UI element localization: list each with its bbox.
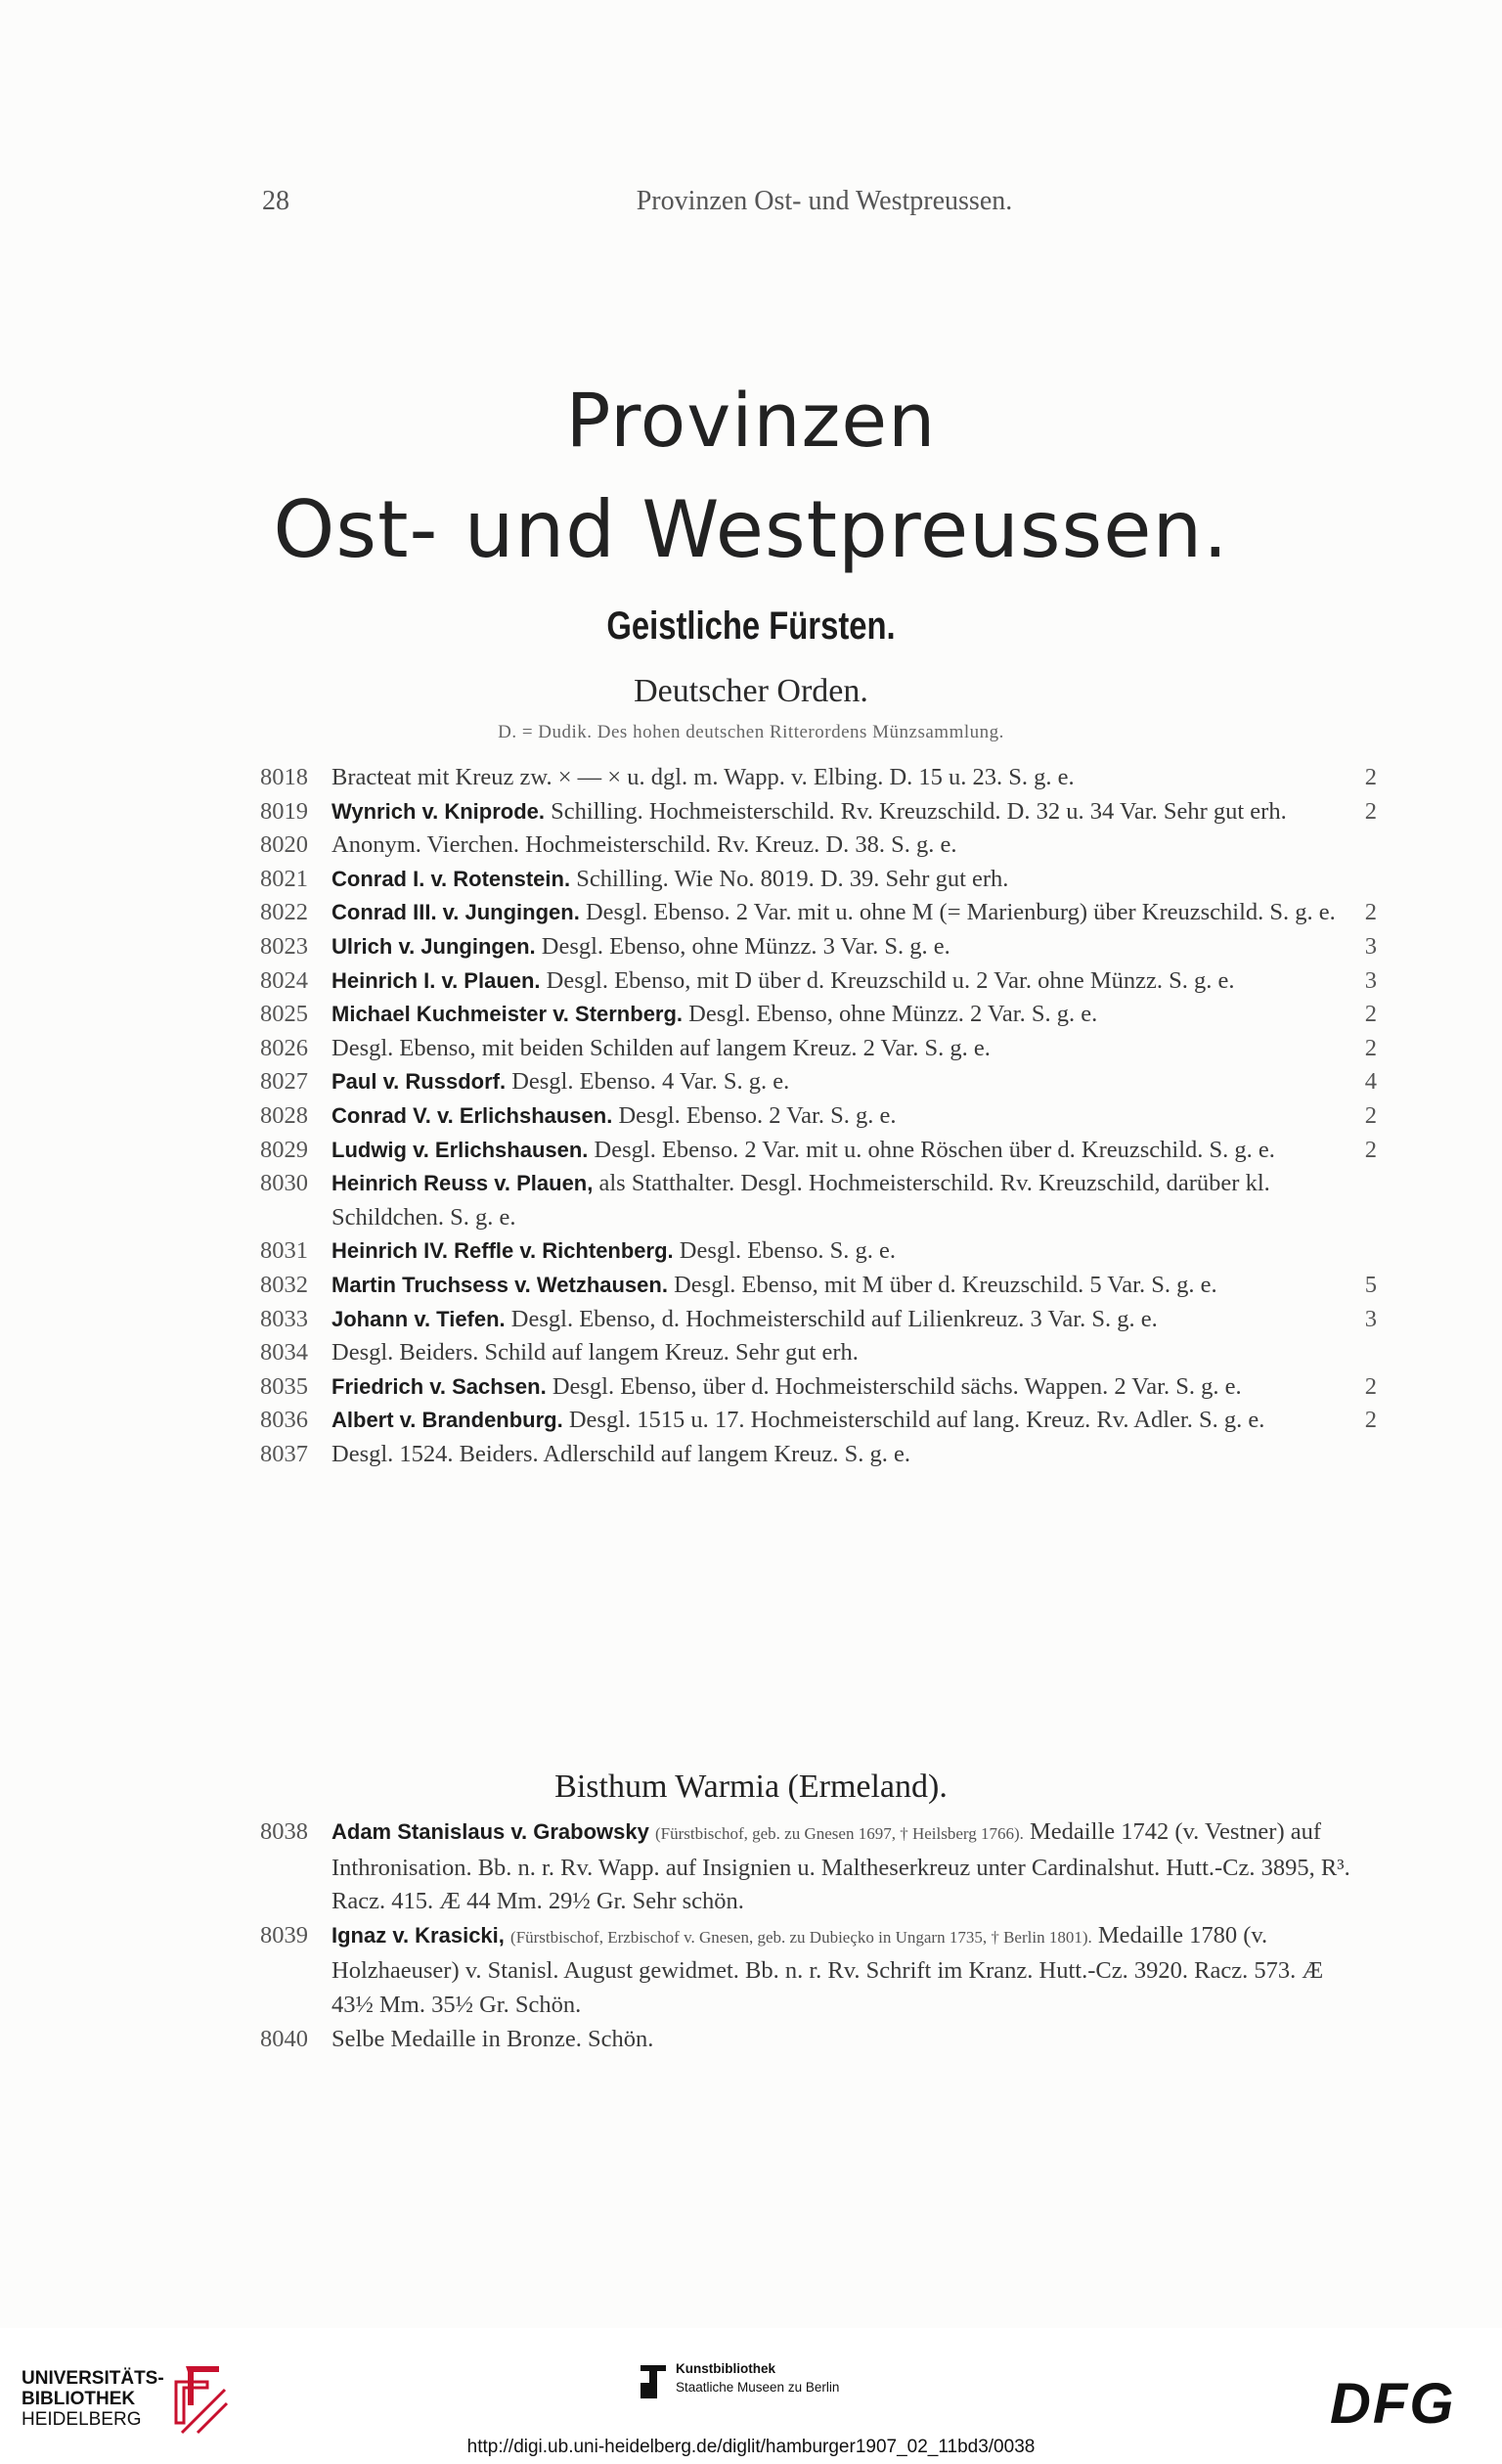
lot-description: Desgl. Ebenso, ohne Münzz. 3 Var. S. g. e. bbox=[541, 932, 950, 960]
ruler-name: Heinrich I. v. Plauen. bbox=[331, 967, 541, 993]
lot-number: 8022 bbox=[260, 899, 308, 926]
kb-line1: Kunstbibliothek bbox=[676, 2361, 775, 2376]
catalog-entry bbox=[260, 1815, 1377, 1919]
lot-quantity: 2 bbox=[1364, 797, 1377, 825]
lot-description: Desgl. Ebenso. 2 Var. S. g. e. bbox=[618, 1101, 897, 1129]
lot-description: Desgl. Ebenso, d. Hochmeisterschild auf Lilienkreuz. 3 Var. S. g. e. bbox=[510, 1305, 1158, 1332]
lot-number: 8033 bbox=[260, 1305, 308, 1332]
catalog-entry bbox=[260, 1032, 1377, 1066]
lot-number: 8023 bbox=[260, 932, 308, 960]
lot-description: Medaille 1742 (v. Vestner) auf Inthronisation. Bb. n. r. Rv. Wapp. auf Insignien u. Maltheserkreuz unter Cardinalshut. Hutt.-Cz. 3895, R³. Racz. 415. Æ 44 Mm. 29½ Gr. Sehr schön. bbox=[331, 1818, 1350, 1915]
biographical-note: (Fürstbischof, geb. zu Gnesen 1697, † Heilsberg 1766). bbox=[654, 1824, 1024, 1843]
catalog-entry bbox=[260, 1370, 1377, 1405]
bisthum-heading: Bisthum Warmia (Ermeland). bbox=[554, 1769, 948, 1805]
lot-description: Selbe Medaille in Bronze. Schön. bbox=[331, 2025, 654, 2052]
ruler-name: Heinrich IV. Reffle v. Richtenberg. bbox=[331, 1238, 674, 1264]
catalog-entry bbox=[260, 1234, 1377, 1269]
lot-description: als Statthalter. Desgl. Hochmeisterschild. Rv. Kreuzschild, darüber kl. Schildchen. S. g. e. bbox=[331, 1170, 1270, 1231]
lot-quantity: 5 bbox=[1364, 1271, 1377, 1298]
lot-quantity: 2 bbox=[1364, 1101, 1377, 1129]
lot-number: 8029 bbox=[260, 1136, 308, 1163]
lot-description: Desgl. Ebenso, mit beiden Schilden auf langem Kreuz. 2 Var. S. g. e. bbox=[331, 1034, 991, 1061]
lot-quantity: 2 bbox=[1364, 899, 1377, 926]
dfg-logo[interactable]: DFG bbox=[1330, 2372, 1456, 2436]
lot-description: Bracteat mit Kreuz zw. × — × u. dgl. m. Wapp. v. Elbing. D. 15 u. 23. S. g. e. bbox=[331, 764, 1075, 790]
lot-number: 8027 bbox=[260, 1068, 308, 1096]
ub-line2: BIBLIOTHEK bbox=[22, 2389, 136, 2409]
lot-number: 8024 bbox=[260, 966, 308, 994]
catalog-entry bbox=[260, 964, 1377, 999]
lot-description: Medaille 1780 (v. Holzhaeuser) v. Stanisl. August gewidmet. Bb. n. r. Rv. Schrift im Kranz. Hutt.-Cz. 3920. Racz. 573. Æ 43½ Mm. 35½ Gr. Schön. bbox=[331, 1921, 1324, 2018]
lot-number: 8037 bbox=[260, 1440, 308, 1467]
catalog-entry bbox=[260, 896, 1377, 930]
ruler-name: Paul v. Russdorf. bbox=[331, 1069, 507, 1095]
catalog-entries bbox=[260, 761, 1377, 1471]
abbreviation-note: D. = Dudik. Des hohen deutschen Ritterordens Münzsammlung. bbox=[498, 722, 1004, 742]
lot-number: 8036 bbox=[260, 1407, 308, 1434]
lot-quantity: 2 bbox=[1364, 764, 1377, 790]
lot-number: 8025 bbox=[260, 1001, 308, 1028]
lot-description: Schilling. Hochmeisterschild. Rv. Kreuzschild. D. 32 u. 34 Var. Sehr gut erh. bbox=[551, 797, 1287, 825]
catalog-entry bbox=[260, 795, 1377, 829]
footer bbox=[0, 2328, 1502, 2464]
lot-description: Desgl. Ebenso, ohne Münzz. 2 Var. S. g. e. bbox=[688, 1001, 1098, 1028]
catalog-entry bbox=[260, 1438, 1377, 1472]
lot-quantity: 3 bbox=[1364, 932, 1377, 960]
kb-emblem-icon bbox=[639, 2365, 668, 2398]
running-head bbox=[262, 186, 1387, 225]
lot-quantity: 2 bbox=[1364, 1407, 1377, 1434]
lot-number: 8034 bbox=[260, 1339, 308, 1366]
ruler-name: Johann v. Tiefen. bbox=[331, 1306, 506, 1331]
lot-number: 8018 bbox=[260, 764, 308, 790]
ub-line3: HEIDELBERG bbox=[22, 2409, 142, 2430]
lot-quantity: 3 bbox=[1364, 966, 1377, 994]
lot-number: 8021 bbox=[260, 865, 308, 892]
ruler-name: Ulrich v. Jungingen. bbox=[331, 933, 536, 959]
lot-quantity: 2 bbox=[1364, 1001, 1377, 1028]
lot-description: Desgl. Beiders. Schild auf langem Kreuz. Sehr gut erh. bbox=[331, 1339, 859, 1366]
lot-description: Schilling. Wie No. 8019. D. 39. Sehr gut erh. bbox=[576, 865, 1009, 892]
catalog-entry bbox=[260, 761, 1377, 795]
catalog-entry bbox=[260, 2023, 1377, 2057]
catalog-entry bbox=[260, 1303, 1377, 1337]
sub-heading: Deutscher Orden. bbox=[634, 673, 868, 709]
lot-number: 8038 bbox=[260, 1818, 308, 1845]
running-title: Provinzen Ost- und Westpreussen. bbox=[636, 186, 1013, 216]
ruler-name: Ignaz v. Krasicki, bbox=[331, 1922, 505, 1948]
ruler-name: Conrad V. v. Erlichshausen. bbox=[331, 1102, 613, 1128]
lot-number: 8040 bbox=[260, 2025, 308, 2052]
lot-description: Desgl. Ebenso. S. g. e. bbox=[679, 1237, 896, 1265]
catalog-entry bbox=[260, 1167, 1377, 1234]
lot-description: Desgl. Ebenso, mit D über d. Kreuzschild u. 2 Var. ohne Münzz. S. g. e. bbox=[546, 966, 1235, 994]
ruler-name: Friedrich v. Sachsen. bbox=[331, 1373, 547, 1399]
page-number: 28 bbox=[262, 186, 289, 216]
catalog-entries-bisthum bbox=[260, 1815, 1377, 2056]
catalog-entry bbox=[260, 930, 1377, 964]
lot-description: Desgl. Ebenso, über d. Hochmeisterschild sächs. Wappen. 2 Var. S. g. e. bbox=[552, 1372, 1242, 1400]
lot-description: Anonym. Vierchen. Hochmeisterschild. Rv. Kreuz. D. 38. S. g. e. bbox=[331, 831, 957, 859]
catalog-entry bbox=[260, 1269, 1377, 1303]
catalog-entry bbox=[260, 1919, 1377, 2023]
lot-description: Desgl. Ebenso. 2 Var. mit u. ohne Röschen über d. Kreuzschild. S. g. e. bbox=[594, 1136, 1275, 1163]
catalog-entry bbox=[260, 829, 1377, 863]
ruler-name: Heinrich Reuss v. Plauen, bbox=[331, 1171, 594, 1196]
ub-line1: UNIVERSITÄTS- bbox=[22, 2368, 164, 2389]
lot-quantity: 2 bbox=[1364, 1034, 1377, 1061]
lot-number: 8028 bbox=[260, 1101, 308, 1129]
kunstbibliothek-logo[interactable] bbox=[639, 2359, 932, 2418]
lot-number: 8019 bbox=[260, 797, 308, 825]
catalog-entry bbox=[260, 1134, 1377, 1168]
ruler-name: Ludwig v. Erlichshausen. bbox=[331, 1137, 589, 1162]
lot-quantity: 3 bbox=[1364, 1305, 1377, 1332]
lot-number: 8039 bbox=[260, 1921, 308, 1949]
ruler-name: Albert v. Brandenburg. bbox=[331, 1408, 563, 1433]
lot-number: 8026 bbox=[260, 1034, 308, 1061]
ruler-name: Martin Truchsess v. Wetzhausen. bbox=[331, 1272, 668, 1297]
lot-number: 8032 bbox=[260, 1271, 308, 1298]
catalog-entry bbox=[260, 1404, 1377, 1438]
biographical-note: (Fürstbischof, Erzbischof v. Gnesen, geb. zu Dubieçko in Ungarn 1735, † Berlin 1801). bbox=[510, 1927, 1092, 1947]
lot-number: 8035 bbox=[260, 1372, 308, 1400]
main-title-line1: Provinzen bbox=[565, 377, 937, 464]
ruler-name: Conrad I. v. Rotenstein. bbox=[331, 866, 571, 891]
ub-emblem-icon bbox=[168, 2362, 237, 2441]
lot-description: Desgl. 1524. Beiders. Adlerschild auf langem Kreuz. S. g. e. bbox=[331, 1440, 910, 1467]
catalog-entry bbox=[260, 998, 1377, 1032]
lot-description: Desgl. Ebenso. 4 Var. S. g. e. bbox=[511, 1068, 790, 1096]
lot-quantity: 2 bbox=[1364, 1136, 1377, 1163]
kb-line2: Staatliche Museen zu Berlin bbox=[676, 2380, 840, 2395]
lot-description: Desgl. Ebenso, mit M über d. Kreuzschild. 5 Var. S. g. e. bbox=[674, 1271, 1217, 1298]
main-title-line2: Ost- und Westpreussen. bbox=[273, 484, 1229, 575]
lot-quantity: 4 bbox=[1364, 1068, 1377, 1096]
lot-quantity: 2 bbox=[1364, 1372, 1377, 1400]
lot-description: Desgl. Ebenso. 2 Var. mit u. ohne M (= Marienburg) über Kreuzschild. S. g. e. bbox=[585, 899, 1336, 926]
catalog-entry bbox=[260, 1336, 1377, 1370]
catalog-entry bbox=[260, 863, 1377, 897]
catalog-entry bbox=[260, 1099, 1377, 1134]
ruler-name: Adam Stanislaus v. Grabowsky bbox=[331, 1819, 649, 1844]
lot-number: 8031 bbox=[260, 1237, 308, 1265]
ruler-name: Conrad III. v. Jungingen. bbox=[331, 900, 580, 925]
lot-description: Desgl. 1515 u. 17. Hochmeisterschild auf lang. Kreuz. Rv. Adler. S. g. e. bbox=[568, 1407, 1265, 1434]
ruler-name: Michael Kuchmeister v. Sternberg. bbox=[331, 1002, 684, 1027]
section-heading: Geistliche Fürsten. bbox=[606, 605, 896, 648]
lot-number: 8020 bbox=[260, 831, 308, 859]
ub-heidelberg-logo[interactable] bbox=[22, 2368, 256, 2437]
lot-number: 8030 bbox=[260, 1170, 308, 1197]
catalog-entry bbox=[260, 1065, 1377, 1099]
permalink-url[interactable]: http://digi.ub.uni-heidelberg.de/diglit/hamburger1907_02_11bd3/0038 bbox=[466, 2437, 1036, 2457]
ruler-name: Wynrich v. Kniprode. bbox=[331, 798, 545, 824]
